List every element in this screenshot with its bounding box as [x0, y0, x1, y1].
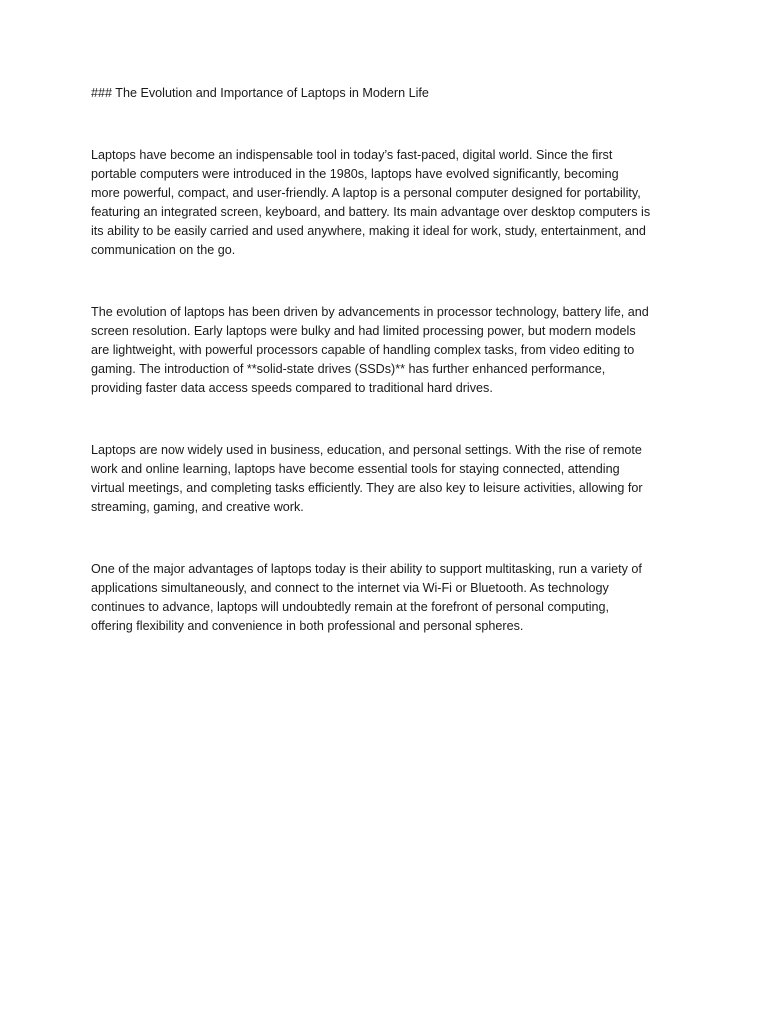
- paragraph-laptop-advantages: One of the major advantages of laptops today is their ability to support multitasking, run a variety of applications simultaneously, and connect to the internet via Wi-Fi or Bluetooth. As technology continues to advance, laptops will undoubtedly remain at the forefront of personal computing, offering flexibility and convenience in both professional and personal spheres.: [91, 562, 642, 633]
- document-heading: ### The Evolution and Importance of Laptops in Modern Life: [91, 86, 429, 100]
- paragraph-laptops-intro: Laptops have become an indispensable tool in today’s fast-paced, digital world. Since the first portable computers were introduced in the 1980s, laptops have evolved significantly, becoming more powerful, compact, and user-friendly. A laptop is a personal computer designed for portability, featuring an integrated screen, keyboard, and battery. Its main advantage over desktop computers is its ability to be easily carried and used anywhere, making it ideal for work, study, entertainment, and communication on the go.: [91, 148, 651, 257]
- paragraph-laptop-usage: Laptops are now widely used in business, education, and personal settings. With the rise of remote work and online learning, laptops have become essential tools for staying connected, attending virtual meetings, and completing tasks efficiently. They are also key to leisure activities, allowing for streaming, gaming, and creative work.: [91, 443, 643, 514]
- document-body: [91, 84, 681, 636]
- paragraph-laptop-evolution: The evolution of laptops has been driven by advancements in processor technology, battery life, and screen resolution. Early laptops were bulky and had limited processing power, but modern models are lightweight, with powerful processors capable of handling complex tasks, from video editing to gaming. The introduction of **solid-state drives (SSDs)** has further enhanced performance, providing faster data access speeds compared to traditional hard drives.: [91, 305, 649, 395]
